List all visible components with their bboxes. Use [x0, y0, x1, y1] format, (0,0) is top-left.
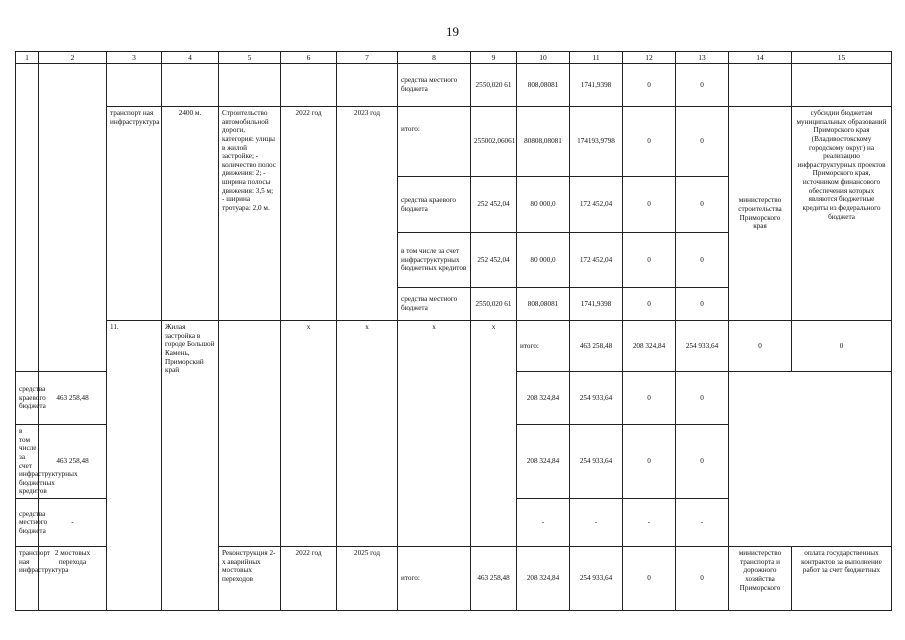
- capacity: 2 мостовых перехода: [39, 547, 107, 611]
- table-row: [16, 64, 892, 107]
- cell-empty: [162, 64, 219, 107]
- value-cell: 1741,9398: [570, 64, 623, 107]
- funding-purpose: оплата государственных контрактов за выполнение работ за счет бюджетных: [792, 547, 892, 611]
- value-cell: 254 933,64: [676, 321, 729, 372]
- value-cell: 0: [623, 372, 676, 425]
- header-cell: 3: [107, 52, 162, 64]
- value-cell: 252 452,04: [471, 177, 517, 233]
- end-year: 2025 год: [337, 547, 398, 611]
- start-year: 2022 год: [281, 547, 337, 611]
- funding-source: итого:: [398, 547, 471, 611]
- cell-empty: [107, 64, 162, 107]
- value-cell: 1741,9398: [570, 288, 623, 321]
- capacity: x: [281, 321, 337, 547]
- row-number: 11.: [107, 321, 162, 611]
- value-cell: 0: [729, 321, 792, 372]
- value-cell: -: [676, 499, 729, 547]
- value-cell: 80808,08081: [517, 107, 570, 177]
- table-container: [15, 51, 891, 601]
- value-cell: 0: [623, 233, 676, 288]
- funding-source: средства краевого бюджета: [398, 177, 471, 233]
- funding-source: итого:: [398, 107, 471, 177]
- header-cell: 2: [39, 52, 107, 64]
- object-type: транспорт ная инфраструктура: [107, 107, 162, 321]
- value-cell: 0: [792, 321, 892, 372]
- header-cell: 7: [337, 52, 398, 64]
- funding-source: в том числе за счет инфраструктурных бюджетных кредитов: [398, 233, 471, 288]
- value-cell: -: [623, 499, 676, 547]
- header-cell: 14: [729, 52, 792, 64]
- value-cell: 172 452,04: [570, 177, 623, 233]
- end-year: 2023 год: [337, 107, 398, 321]
- header-cell: 15: [792, 52, 892, 64]
- header-cell: 8: [398, 52, 471, 64]
- value-cell: 80 000,0: [517, 233, 570, 288]
- page-number: 19: [446, 24, 459, 39]
- funding-source: в том числе за счет инфраструктурных бюджетных кредитов: [16, 425, 39, 499]
- header-cell: 9: [471, 52, 517, 64]
- value-cell: 463 258,48: [39, 372, 107, 425]
- header-cell: 1: [16, 52, 39, 64]
- cell-empty: [792, 64, 892, 107]
- value-cell: 0: [676, 107, 729, 177]
- cell-empty: [16, 64, 39, 372]
- value-cell: 2550,020 61: [471, 288, 517, 321]
- funding-source: средства местного бюджета: [16, 499, 39, 547]
- value-cell: 254 933,64: [570, 425, 623, 499]
- value-cell: 463 258,48: [471, 547, 517, 611]
- value-cell: 808,08081: [517, 288, 570, 321]
- header-cell: 13: [676, 52, 729, 64]
- cell-empty: [281, 64, 337, 107]
- cell-empty: [219, 64, 281, 107]
- responsible-body: министерство транспорта и дорожного хозяйства Приморского: [729, 547, 792, 611]
- value-cell: 208 324,84: [517, 372, 570, 425]
- value-cell: 0: [676, 233, 729, 288]
- value-cell: 0: [676, 372, 729, 425]
- table-row: [16, 107, 892, 177]
- cell-empty: [337, 64, 398, 107]
- value-cell: 254 933,64: [570, 372, 623, 425]
- value-cell: -: [570, 499, 623, 547]
- funding-source: средства местного бюджета: [398, 64, 471, 107]
- start-year: 2022 год: [281, 107, 337, 321]
- value-cell: -: [517, 499, 570, 547]
- responsible-body: министерство строительства Приморского края: [729, 107, 792, 321]
- cell-empty: [729, 64, 792, 107]
- value-cell: 174193,9798: [570, 107, 623, 177]
- value-cell: 254 933,64: [570, 547, 623, 611]
- table-row: [16, 321, 892, 372]
- work-description: x: [337, 321, 398, 547]
- header-cell: 6: [281, 52, 337, 64]
- value-cell: 0: [623, 425, 676, 499]
- header-cell: 4: [162, 52, 219, 64]
- value-cell: 0: [676, 64, 729, 107]
- object-type: транспорт ная инфраструктура: [16, 547, 39, 611]
- header-cell: 11: [570, 52, 623, 64]
- value-cell: 0: [676, 288, 729, 321]
- value-cell: 208 324,84: [517, 425, 570, 499]
- value-cell: 208 324,84: [623, 321, 676, 372]
- value-cell: 463 258,48: [570, 321, 623, 372]
- start-year: x: [398, 321, 471, 547]
- cell-empty: [219, 321, 281, 547]
- object-name: Жилая застройка в городе Большой Камень, Приморский край: [162, 321, 219, 611]
- value-cell: 80 000,0: [517, 177, 570, 233]
- header-cell: 5: [219, 52, 281, 64]
- capacity: 2400 м.: [162, 107, 219, 321]
- value-cell: 808,08081: [517, 64, 570, 107]
- value-cell: 208 324,84: [517, 547, 570, 611]
- header-cell: 10: [517, 52, 570, 64]
- value-cell: 0: [676, 177, 729, 233]
- value-cell: 172 452,04: [570, 233, 623, 288]
- header-cell: 12: [623, 52, 676, 64]
- funding-purpose: субсидии бюджетам муниципальных образований Приморского края (Владивостокскому городскому округ) на реализацию инфраструктурных проектов Приморского края, источником финансового обеспечения которых являются бюджетные кредиты из федерального бюджета: [792, 107, 892, 321]
- value-cell: 0: [676, 547, 729, 611]
- value-cell: 0: [623, 64, 676, 107]
- value-cell: 463 258,48: [39, 425, 107, 499]
- value-cell: 255002,06061: [471, 107, 517, 177]
- value-cell: 0: [623, 177, 676, 233]
- end-year: x: [471, 321, 517, 547]
- funding-source: средства местного бюджета: [398, 288, 471, 321]
- cell-empty: [39, 64, 107, 372]
- value-cell: -: [39, 499, 107, 547]
- work-description: Реконструкция 2-х аварийных мостовых переходов: [219, 547, 281, 611]
- budget-table: [15, 51, 892, 611]
- value-cell: 0: [676, 425, 729, 499]
- funding-source: средства краевого бюджета: [16, 372, 39, 425]
- header-row: [16, 52, 892, 64]
- value-cell: 252 452,04: [471, 233, 517, 288]
- value-cell: 0: [623, 547, 676, 611]
- work-description: Строительство автомобильной дороги, категория: улицы в жилой застройке; - количество полос движения: 2; - ширина полосы движения: 3,5 м; - ширина тротуара: 2,0 м.: [219, 107, 281, 321]
- value-cell: 0: [623, 288, 676, 321]
- funding-source: итого:: [517, 321, 570, 372]
- value-cell: 2550,020 61: [471, 64, 517, 107]
- value-cell: 0: [623, 107, 676, 177]
